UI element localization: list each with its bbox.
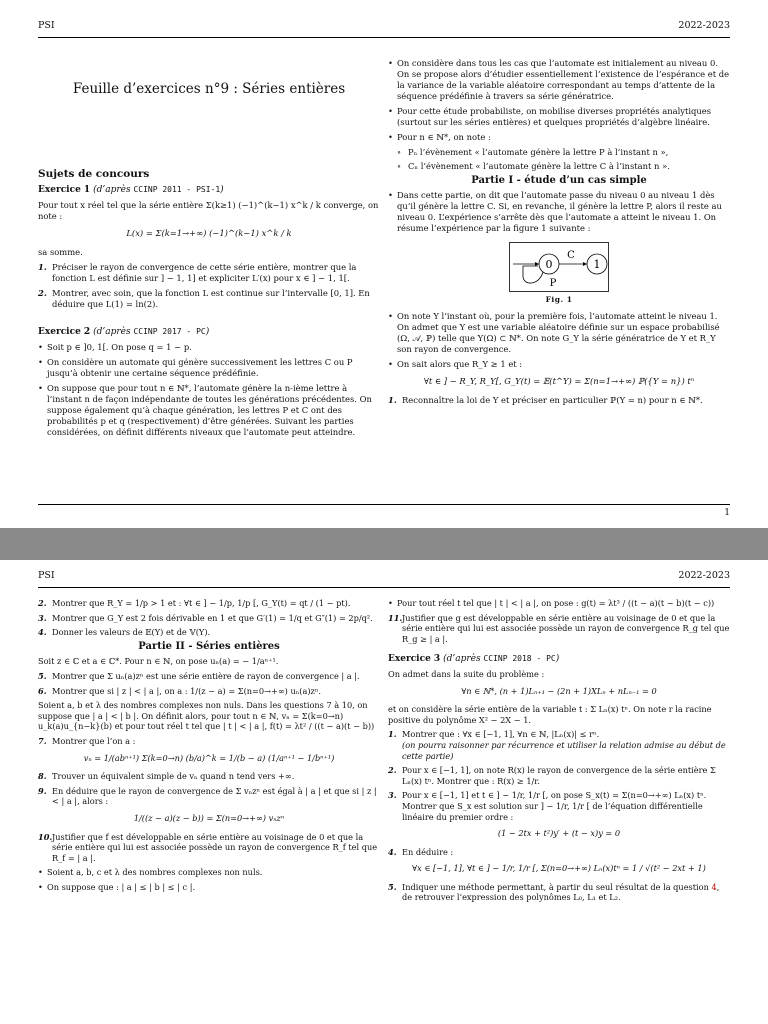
question-6: 6. Montrer que si | z | < | a |, on a : 1/(z − a) = Σ(n=0→+∞) uₙ(a)zⁿ. (38, 685, 321, 696)
right-bullet-1: • On considère dans tous les cas que l’automate est initialement au niveau 0. On se propose alors d’étudier essentiellement l’existence de l’espérance et de la variance de la variable aléatoire correspondant au temps d’attente de la séquence prédéfinie à travers sa série génératrice. (388, 58, 730, 102)
right-column-2 (388, 598, 730, 907)
right-bullet-2: • Pour cette étude probabiliste, on mobilise diverses propriétés analytiques (surtout sur les séries entières) et quelques propriétés d’algèbre linéaire. (388, 106, 730, 128)
right-bullet-5: • On note Y l’instant où, pour la première fois, l’automate atteint le niveau 1. On admet que Y est une variable aléatoire définie sur un espace probabilisé (Ω, 𝒜, ℙ) telle que Y(Ω) ⊂ ℕ*. On note G_Y la série génératrice de Y et R_Y son rayon de convergence. (388, 311, 730, 355)
node-1-label: 1 (593, 258, 601, 271)
equation-recurrence: ∀n ∈ ℕ*, (n + 1)Lₙ₊₁ − (2n + 1)XLₙ + nLₙ₋₁ = 0 (461, 685, 657, 696)
right-bullet-6: • On sait alors que R_Y ≥ 1 et : (388, 359, 730, 370)
footer-rule (38, 504, 730, 505)
question-9: 9. En déduire que le rayon de convergence de Σ vₙzⁿ est égal à | a | et que si | z | < | a |, alors : (38, 785, 377, 807)
question-1: 1. Préciser le rayon de convergence de cette série entière, montrer que la fonction L est définie sur ] − 1, 1] et expliciter L′(x) pour x ∈ ] − 1, 1[. (38, 262, 357, 283)
left-column (38, 81, 380, 442)
exercise-1-after: sa somme. (38, 247, 83, 257)
equation-differential: (1 − 2tx + t²)y′ + (t − x)y = 0 (497, 828, 621, 839)
part-2-bullet-1: • Soient a, b, c et λ des nombres complexes non nuls. (38, 867, 380, 878)
sheet-title: Feuille d’exercices n°9 : Séries entières (72, 81, 346, 97)
g-definition: • Pour tout réel t tel que | t | < | a |, on pose : g(t) = λt³ / ((t − a)(t − b)(t − c)) (388, 598, 730, 609)
right-bullet-3: • Pour n ∈ ℕ*, on note : (388, 132, 730, 143)
question-5: 5. Montrer que Σ uₙ(a)zⁿ est une série entière de rayon de convergence | a |. (38, 670, 360, 681)
section-heading: Sujets de concours (38, 168, 150, 180)
part-2-intro: Soit z ∈ ℂ et a ∈ ℂ*. Pour n ∈ ℕ, on pose uₙ(a) = − 1/aⁿ⁺¹. (38, 656, 279, 667)
equation-vn: vₙ = 1/(abⁿ⁺¹) Σ(k=0→n) (b/a)^k = 1/(b − a) (1/aⁿ⁺¹ − 1/bⁿ⁺¹) (83, 752, 335, 763)
edge-p-label: P (549, 278, 557, 289)
ex3-question-2: 2. Pour x ∈ [−1, 1], on note R(x) le rayon de convergence de la série entière Σ Lₙ(x) tⁿ. Montrer que : R(x) ≥ 1/r. (388, 765, 716, 786)
exercise-3-heading: Exercice 3 (d’après CCINP 2018 - PC) (388, 654, 560, 665)
equation-generating-legendre: ∀x ∈ [−1, 1], ∀t ∈ ] − 1/r, 1/r [, Σ(n=0→+∞) Lₙ(x)tⁿ = 1 / √(t² − 2xt + 1) (412, 863, 706, 874)
header-left-2: PSI (38, 570, 55, 581)
question-10: 10. Justifier que f est développable en série entière au voisinage de 0 et que la série entière qui lui est associée possède un rayon de convergence R_f tel que R_f = | a |. (38, 831, 378, 863)
question-reference-link[interactable]: 4 (711, 881, 717, 892)
question-8: 8. Trouver un équivalent simple de vₙ quand n tend vers +∞. (38, 771, 295, 782)
header-rule (38, 37, 730, 38)
part-1-heading: Partie I - étude d’un cas simple (471, 175, 647, 186)
question-p1-4: 4. Donner les valeurs de 𝔼(Y) et de 𝕍(Y). (38, 627, 211, 638)
exercise-3-intro: On admet dans la suite du problème : (388, 668, 545, 679)
page-number: 1 (724, 508, 730, 518)
question-p1-2: 2. Montrer que R_Y = 1/p > 1 et : ∀t ∈ ] − 1/p, 1/p [, G_Y(t) = qt / (1 − pt). (38, 598, 351, 608)
ex3-question-5: 5. Indiquer une méthode permettant, à partir du seul résultat de la question 4, de retrouver l’expression des polynômes L₀, L₁ et L₂. (388, 881, 720, 903)
event-C: ∘ Cₙ l’évènement « l’automate génère la lettre C à l’instant n ». (388, 161, 730, 172)
ex2-bullet-3: • On suppose que pour tout n ∈ ℕ*, l’automate génère la n-ième lettre à l’instant n de façon indépendante de toutes les générations précédentes. On suppose également qu’à chaque génération, les lettres P et C ont des probabilités p et q (respectivement) d’être générées. Suivant les parties considérées, on définit différents niveaux que l’automate peut atteindre. (38, 383, 380, 438)
header-right: 2022-2023 (678, 20, 730, 31)
question-7: 7. Montrer que l’on a : (38, 735, 136, 746)
right-column (388, 58, 730, 410)
ex3-question-1-hint: (on pourra raisonner par récurrence et utiliser la relation admise au début de cette partie) (402, 739, 726, 761)
equation-generating-function: ∀t ∈ ] − R_Y, R_Y[, G_Y(t) = 𝔼(t^Y) = Σ(n=1→+∞) ℙ({Y = n}) tⁿ (423, 376, 695, 386)
left-column-2 (38, 598, 380, 896)
node-0-label: 0 (545, 258, 553, 271)
page-header (38, 20, 730, 36)
ex2-bullet-1: • Soit p ∈ ]0, 1[. On pose q = 1 − p. (38, 342, 380, 353)
right-bullet-4: • Dans cette partie, on dit que l’automate passe du niveau 0 au niveau 1 dès qu’il génère la lettre C. Si, en revanche, il génère la lettre P, alors il reste au niveau 0. L’expérience s’arrête dès que l’automate a atteint le niveau 1. On résume l’expérience par la figure 1 suivante : (388, 190, 730, 234)
ex3-question-1: 1. Montrer que : ∀x ∈ [−1, 1], ∀n ∈ ℕ, |Lₙ(x)| ≤ rⁿ. (on pourra raisonner par récurrence et utiliser la relation admise au début de cette partie) (388, 729, 726, 761)
ex3-question-4: 4. En déduire : (388, 846, 454, 857)
question-11: 11. Justifier que g est développable en série entière au voisinage de 0 et que la série entière qui lui est associée possède un rayon de convergence R_g tel que R_g ≥ | a |. (388, 612, 730, 644)
page-separator (0, 528, 768, 560)
equation-L: L(x) = Σ(k=1→+∞) (−1)^(k−1) x^k / k (126, 228, 292, 238)
event-P: ∘ Pₙ l’évènement « l’automate génère la lettre P à l’instant n », (388, 147, 730, 158)
header-rule-2 (38, 587, 730, 588)
part-2-paragraph: Soient a, b et λ des nombres complexes non nuls. Dans les questions 7 à 10, on suppose que | a | < | b |. On définit alors, pour tout n ∈ ℕ, vₙ = Σ(k=0→n) u_k(a)u_{n−k}(b) et pour tout réel t tel que | t | < | a |, f(t) = λt² / ((t − a)(t − b)) (38, 700, 375, 732)
exercise-1-heading: Exercice 1 (d’après CCINP 2011 - PSI-1) (38, 185, 224, 195)
exercise-1-intro: Pour tout x réel tel que la série entière Σ(k≥1) (−1)^(k−1) x^k / k converge, on note : (38, 200, 379, 221)
page-2 (0, 560, 768, 1024)
question-part1-1: 1. Reconnaître la loi de Y et préciser en particulier ℙ(Y = n) pour n ∈ ℕ*. (388, 395, 703, 405)
edge-c-arrowhead (583, 262, 587, 266)
figure-caption: Fig. 1 (545, 295, 573, 304)
page-header-2 (38, 570, 730, 586)
header-right-2: 2022-2023 (678, 570, 730, 581)
part-2-bullet-2: • On suppose que : | a | ≤ | b | ≤ | c |. (38, 882, 380, 893)
ex3-question-3: 3. Pour x ∈ [−1, 1] et t ∈ ] − 1/r, 1/r [, on pose S_x(t) = Σ(n=0→+∞) Lₙ(x) tⁿ. Montrer que S_x est solution sur ] − 1/r, 1/r [ de l’équation différentielle linéaire du premier ordre : (388, 790, 707, 822)
start-arrowhead (535, 262, 539, 266)
part-2-heading: Partie II - Séries entières (138, 640, 280, 652)
exercise-2-heading: Exercice 2 (d’après CCINP 2017 - PC) (38, 327, 210, 337)
equation-q9: 1/((z − a)(z − b)) = Σ(n=0→+∞) vₙzⁿ (133, 812, 285, 823)
question-2: 2. Montrer, avec soin, que la fonction L est continue sur l’intervalle [0, 1]. En déduire que L(1) = ln(2). (38, 288, 370, 309)
figure-1-automaton (509, 242, 609, 292)
automaton-diagram (509, 242, 609, 292)
edge-c-label: C (567, 250, 575, 261)
question-p1-3: 3. Montrer que G_Y est 2 fois dérivable en 1 et que G′(1) = 1/q et G″(1) = 2p/q². (38, 612, 373, 623)
exercise-3-after: et on considère la série entière de la variable t : Σ Lₙ(x) tⁿ. On note r la racine positive du polynôme X² − 2X − 1. (388, 704, 712, 725)
ex2-bullet-2: • On considère un automate qui génère successivement les lettres C ou P jusqu’à obtenir une certaine séquence prédéfinie. (38, 357, 380, 379)
header-left: PSI (38, 20, 55, 31)
